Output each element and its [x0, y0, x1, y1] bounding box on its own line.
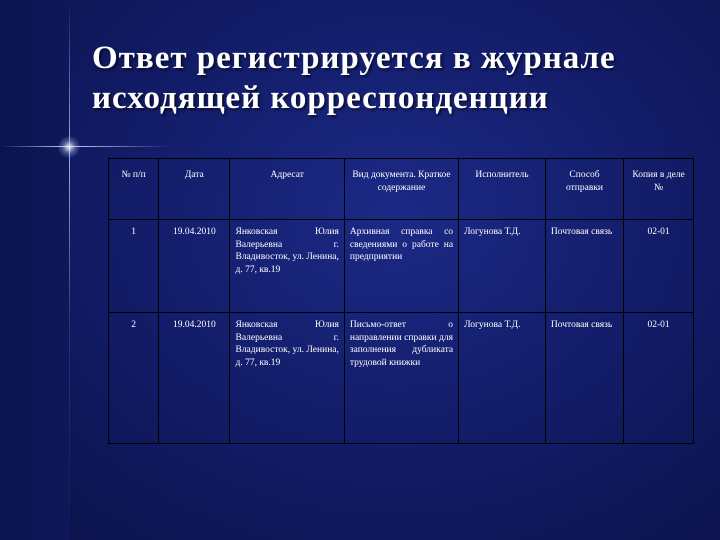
header-method: Способ отправки — [545, 159, 623, 220]
header-no: № п/п — [109, 159, 159, 220]
decor-sparkle-icon — [58, 136, 80, 158]
header-addressee: Адресат — [230, 159, 344, 220]
cell-copy: 02-01 — [624, 313, 694, 444]
header-date: Дата — [159, 159, 230, 220]
cell-executor: Логунова Т.Д. — [459, 220, 546, 313]
table-header-row — [109, 159, 694, 220]
header-copy: Копия в деле № — [624, 159, 694, 220]
table-row — [109, 313, 694, 444]
cell-no: 1 — [109, 220, 159, 313]
cell-no: 2 — [109, 313, 159, 444]
cell-doc-type: Письмо-ответ о направлении справки для заполнения дубликата трудовой книжки — [344, 313, 458, 444]
cell-doc-type: Архивная справка со сведениями о работе на предприятии — [344, 220, 458, 313]
cell-date: 19.04.2010 — [159, 313, 230, 444]
cell-method: Почтовая связь — [545, 220, 623, 313]
cell-addressee: Янковская Юлия Валерьевна г. Владивосток, ул. Ленина, д. 77, кв.19 — [230, 220, 344, 313]
slide-title: Ответ регистрируется в журнале исходящей корреспонденции — [92, 40, 616, 116]
left-decor-panel — [0, 0, 70, 540]
cell-method: Почтовая связь — [545, 313, 623, 444]
decor-horizontal-line — [0, 146, 170, 147]
table-row — [109, 220, 694, 313]
cell-addressee: Янковская Юлия Валерьевна г. Владивосток, ул. Ленина, д. 77, кв.19 — [230, 313, 344, 444]
header-executor: Исполнитель — [459, 159, 546, 220]
cell-date: 19.04.2010 — [159, 220, 230, 313]
cell-executor: Логунова Т.Д. — [459, 313, 546, 444]
decor-vertical-line — [69, 0, 70, 540]
header-doc-type: Вид документа. Краткое содержание — [344, 159, 458, 220]
outgoing-correspondence-table — [108, 158, 694, 444]
cell-copy: 02-01 — [624, 220, 694, 313]
